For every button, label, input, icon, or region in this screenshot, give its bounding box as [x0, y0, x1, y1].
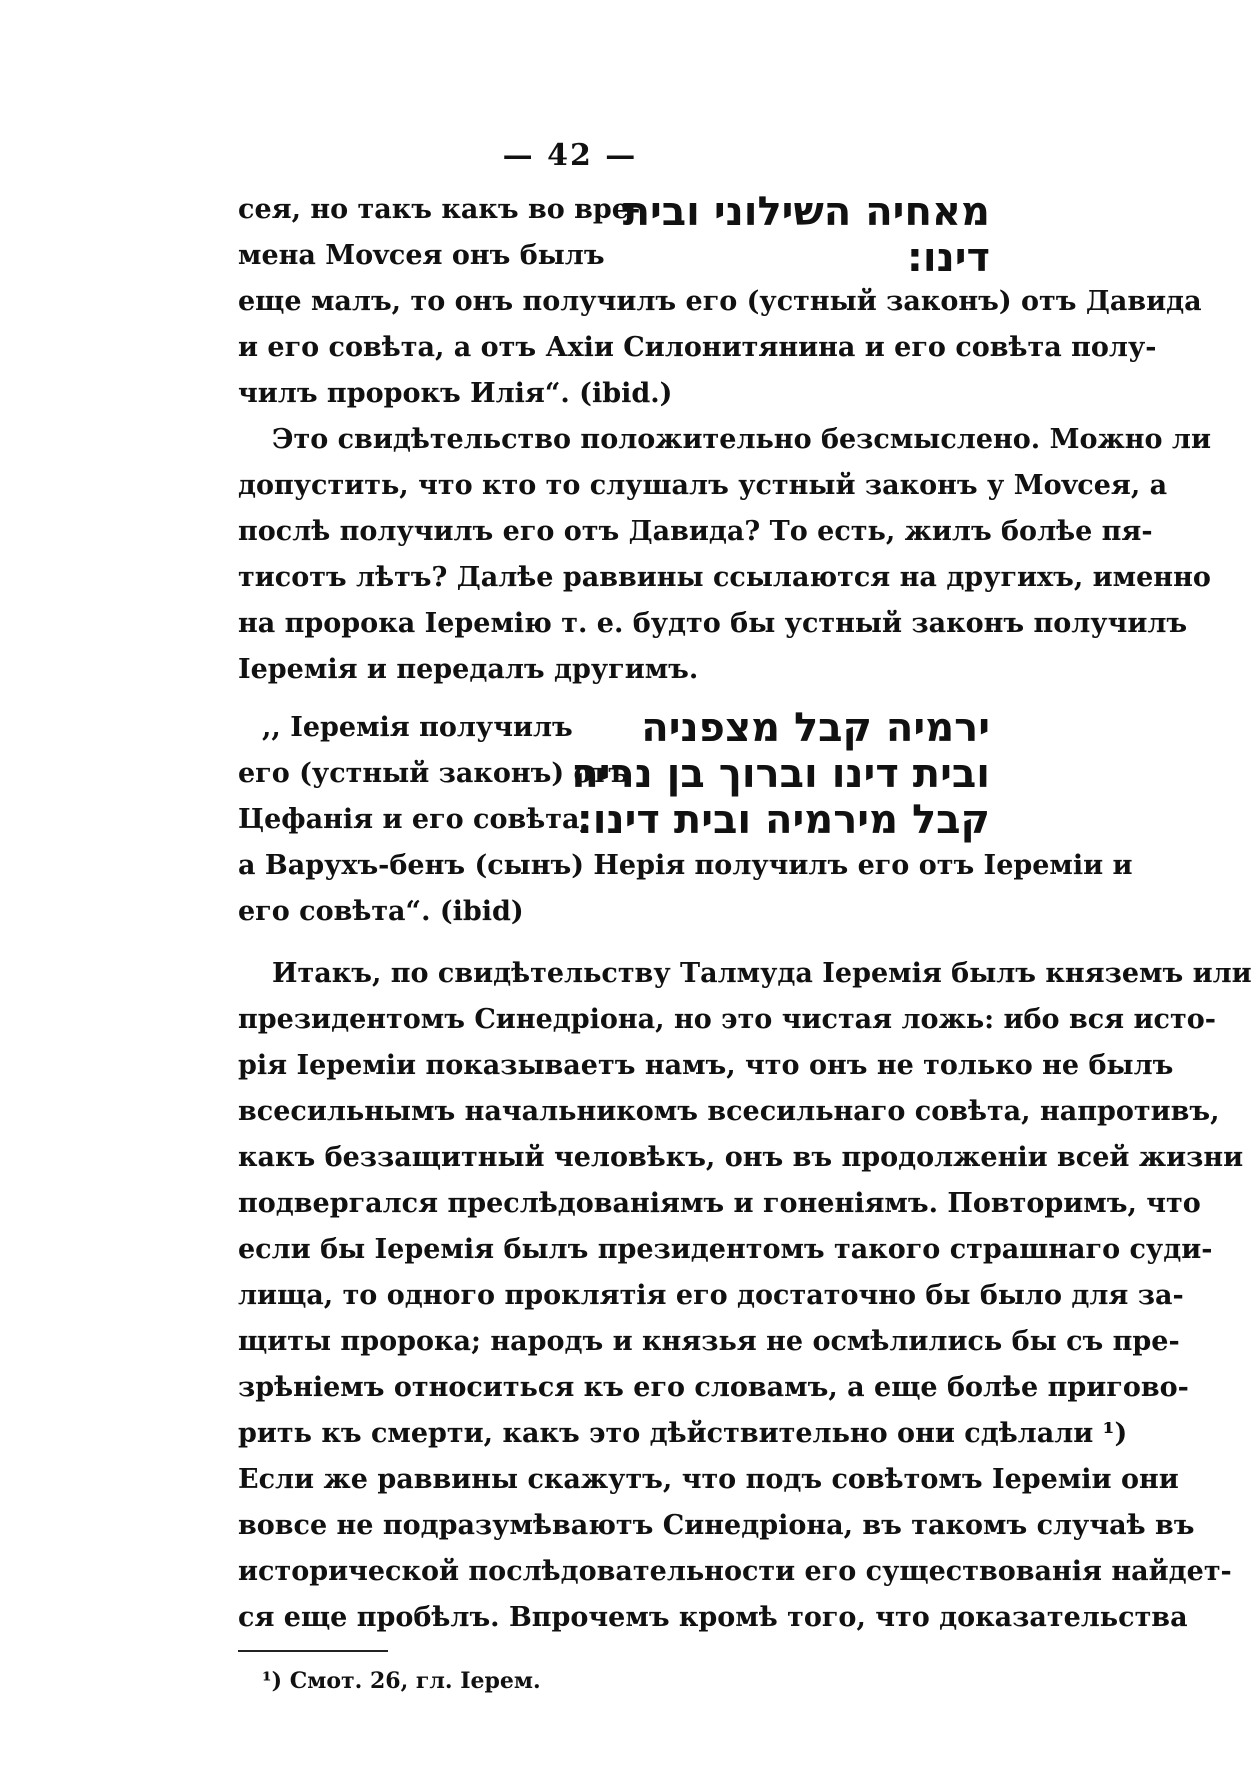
footnote: ¹) Смот. 26, гл. Iерем. — [262, 1668, 541, 1694]
hebrew-quote-line: ירמיה קבל מצפניה — [641, 705, 990, 751]
text-line: на пророка Iеремiю т. е. будто бы устный законъ получилъ — [238, 608, 1188, 639]
hebrew-quote-line: דינו: — [906, 235, 990, 281]
text-line: чилъ пророкъ Илiя“. (ibid.) — [238, 378, 673, 409]
text-line: сея, но такъ какъ во вре- — [238, 194, 641, 225]
hebrew-quote-line: ובית דינו וברוך בן נריה — [571, 751, 990, 797]
text-line: ,, Iеремiя получилъ — [262, 712, 573, 743]
text-line: и его совѣта, а отъ Ахiи Силонитянина и его совѣта полу- — [238, 332, 1157, 363]
text-line: щиты пророка; народъ и князья не осмѣлились бы съ пре- — [238, 1326, 1180, 1357]
text-line: Это свидѣтельство положительно безсмыслено. Можно ли — [272, 424, 1211, 455]
text-line: допустить, что кто то слушалъ устный законъ у Моvсея, а — [238, 470, 1168, 501]
text-line: зрѣнiемъ относиться къ его словамъ, а еще болѣе пригово- — [238, 1372, 1189, 1403]
footnote-rule — [238, 1650, 388, 1652]
text-line: послѣ получилъ его отъ Давида? То есть, жилъ болѣе пя- — [238, 516, 1153, 547]
page-number: — 42 — — [502, 138, 638, 173]
text-line: ся еще пробѣлъ. Впрочемъ кромѣ того, что доказательства — [238, 1602, 1188, 1633]
text-line: Если же раввины скажутъ, что подъ совѣтомъ Iеремiи они — [238, 1464, 1179, 1495]
text-line: его совѣта“. (ibid) — [238, 896, 524, 927]
text-line: всесильнымъ начальникомъ всесильнаго совѣта, напротивъ, — [238, 1096, 1220, 1127]
text-line: исторической послѣдовательности его существованiя найдет- — [238, 1556, 1232, 1587]
text-line: его (устный законъ) отъ — [238, 758, 629, 789]
text-line: Итакъ, по свидѣтельству Талмуда Iеремiя былъ княземъ или — [272, 958, 1252, 989]
text-line: а Варухъ-бенъ (сынъ) Нерiя получилъ его отъ Iеремiи и — [238, 850, 1133, 881]
text-line: мена Моvсея онъ былъ — [238, 240, 605, 271]
text-line: какъ беззащитный человѣкъ, онъ въ продолженiи всей жизни — [238, 1142, 1244, 1173]
text-line: Iеремiя и передалъ другимъ. — [238, 654, 699, 685]
text-line: президентомъ Синедрiона, но это чистая ложь: ибо вся исто- — [238, 1004, 1216, 1035]
text-line: еще малъ, то онъ получилъ его (устный законъ) отъ Давида — [238, 286, 1202, 317]
hebrew-quote-line: מאחיה השילוני ובית — [622, 189, 990, 235]
text-line: лища, то одного проклятiя его достаточно бы было для за- — [238, 1280, 1184, 1311]
text-line: если бы Iеремiя былъ президентомъ такого страшнаго суди- — [238, 1234, 1213, 1265]
text-line: подвергался преслѣдованiямъ и гоненiямъ. Повторимъ, что — [238, 1188, 1201, 1219]
text-line: вовсе не подразумѣваютъ Синедрiона, въ такомъ случаѣ въ — [238, 1510, 1195, 1541]
hebrew-quote-line: קבל מירמיה ובית דינו: — [576, 797, 990, 843]
text-line: тисотъ лѣтъ? Далѣе раввины ссылаются на другихъ, именно — [238, 562, 1211, 593]
text-line: рить къ смерти, какъ это дѣйствительно они сдѣлали ¹) — [238, 1418, 1128, 1449]
text-line: Цефанiя и его совѣта, — [238, 804, 589, 835]
text-line: рiя Iеремiи показываетъ намъ, что онъ не только не былъ — [238, 1050, 1174, 1081]
